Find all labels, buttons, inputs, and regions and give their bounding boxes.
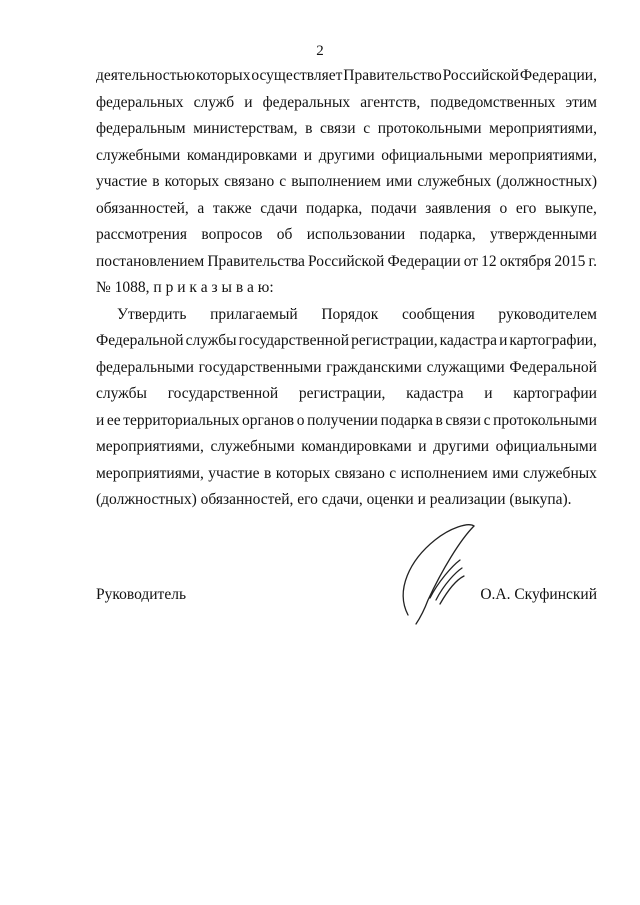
text-line: № 1088, п р и к а з ы в а ю: [96, 279, 274, 296]
signatory-name: О.А. Скуфинский [480, 586, 597, 603]
text-line: служебными командировками и другими официальными мероприятиями, [96, 146, 597, 164]
page-number: 2 [316, 43, 324, 59]
text-line: Федеральной службы государственной регистрации, кадастра и картографии, [96, 332, 597, 349]
text-line: постановлением Правительства Российской Федерации от 12 октября 2015 г. [96, 252, 597, 270]
text-line: участие в которых связано с выполнением ими служебных (должностных) [96, 173, 597, 190]
signature-block [96, 586, 597, 612]
text-line: федеральных служб и федеральных агентств, подведомственных этим [96, 93, 597, 111]
signatory-position: Руководитель [96, 586, 187, 603]
text-line: (должностных) обязанностей, его сдачи, оценки и реализации (выкупа). [96, 491, 572, 508]
text-line: федеральными государственными гражданскими служащими Федеральной [96, 358, 597, 376]
text-line: Утвердить прилагаемый Порядок сообщения руководителем [117, 305, 597, 323]
text-line: мероприятиями, участие в которых связано с исполнением ими служебных [96, 464, 597, 482]
text-line: федеральным министерствам, в связи с протокольными мероприятиями, [96, 120, 597, 137]
document-body [96, 63, 597, 514]
handwritten-signature [390, 520, 490, 630]
text-line: деятельностью которых осуществляет Правительство Российской Федерации, [96, 67, 597, 84]
text-line: мероприятиями, служебными командировками и другими официальными [96, 438, 597, 455]
text-line: обязанностей, а также сдачи подарка, подачи заявления о его выкупе, [96, 199, 597, 217]
text-line: рассмотрения вопросов об использовании подарка, утвержденными [96, 226, 597, 243]
text-line: службы государственной регистрации, кадастра и картографии [96, 385, 597, 402]
text-line: и ее территориальных органов о получении подарка в связи с протокольными [96, 411, 597, 429]
